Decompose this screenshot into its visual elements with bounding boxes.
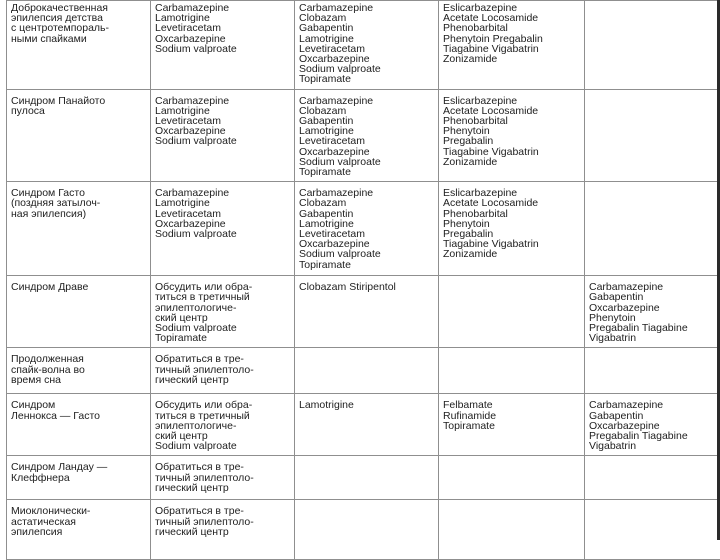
table-row [7,1,720,90]
cell-line: Синдром [11,400,146,410]
cell-line: время сна [11,375,146,385]
cell-line: Синдром Ландау — [11,462,146,472]
cell-line: Pregabalin Tiagabine [589,431,716,441]
cell-line: Levetiracetam [155,23,290,33]
cell-line: Eslicarbazepine [443,188,580,198]
cell-line: ский центр [155,313,290,323]
cell-line: Обратиться в тре- [155,462,290,472]
cell-line: Oxcarbazepine [155,34,290,44]
adjunct-cell [295,394,439,456]
cell-line: гический центр [155,375,290,385]
cell-line: Sodium valproate [299,64,434,74]
cell-line: Sodium valproate [299,157,434,167]
syndrome-cell [7,89,151,182]
cell-line: Доброкачественная [11,3,146,13]
cell-line: Phenytoin [443,126,580,136]
cell-line: Tiagabine Vigabatrin [443,147,580,157]
cell-line: Phenobarbital [443,209,580,219]
cell-line: Carbamazepine [589,282,716,292]
cell-line: Acetate Locosamide [443,13,580,23]
syndrome-cell [7,456,151,500]
syndrome-cell [7,276,151,348]
cell-line: Carbamazepine [589,400,716,410]
cell-line: Vigabatrin [589,333,716,343]
cell-line: Lamotrigine [299,126,434,136]
cell-line: Леннокса — Гасто [11,411,146,421]
cell-line: Topiramate [299,74,434,84]
cell-line: Eslicarbazepine [443,96,580,106]
cell-line: Продолженная [11,354,146,364]
other-drugs-cell [439,456,585,500]
cell-line: гический центр [155,527,290,537]
cell-line: Pregabalin [443,136,580,146]
cell-line: Levetiracetam [299,136,434,146]
first-line-cell [151,456,295,500]
cell-line: Sodium valproate [155,44,290,54]
table-row [7,456,720,500]
other-drugs-cell [439,500,585,560]
adjunct-cell [295,1,439,90]
cell-line: Levetiracetam [155,116,290,126]
other-drugs-cell [439,276,585,348]
cell-line: Oxcarbazepine [299,239,434,249]
other-drugs-cell [439,1,585,90]
cell-line: Rufinamide [443,411,580,421]
cell-line: Oxcarbazepine [155,219,290,229]
cell-line: Pregabalin [443,229,580,239]
cell-line: Lamotrigine [299,34,434,44]
cell-line: Gabapentin [299,209,434,219]
other-drugs-cell [439,348,585,394]
first-line-cell [151,348,295,394]
cell-line: Gabapentin [589,411,716,421]
cell-line: Phenytoin [589,313,716,323]
table-row [7,348,720,394]
cell-line: тичный эпилептоло- [155,365,290,375]
cell-line: Carbamazepine [155,188,290,198]
cell-line: гический центр [155,483,290,493]
cell-line: эпилепсия [11,527,146,537]
avoid-cell [585,1,720,90]
avoid-cell [585,500,720,560]
antiepileptic-drug-table [6,0,720,560]
first-line-cell [151,89,295,182]
cell-line: Обсудить или обра- [155,282,290,292]
cell-line: ными спайками [11,34,146,44]
syndrome-cell [7,1,151,90]
adjunct-cell [295,500,439,560]
cell-line: ский центр [155,431,290,441]
table-row [7,394,720,456]
cell-line: Sodium valproate [299,249,434,259]
cell-line: Sodium valproate [155,229,290,239]
cell-line: Oxcarbazepine [299,147,434,157]
avoid-cell [585,394,720,456]
adjunct-cell [295,348,439,394]
cell-line: Sodium valproate [155,323,290,333]
cell-line: Clobazam Stiripentol [299,282,434,292]
cell-line: Clobazam [299,13,434,23]
other-drugs-cell [439,89,585,182]
cell-line: (поздняя затылоч- [11,198,146,208]
avoid-cell [585,182,720,276]
cell-line: Zonizamide [443,54,580,64]
cell-line: Acetate Locosamide [443,198,580,208]
syndrome-cell [7,348,151,394]
cell-line: Lamotrigine [299,400,434,410]
table-row [7,89,720,182]
cell-line: Clobazam [299,198,434,208]
cell-line: Topiramate [299,260,434,270]
cell-line: Sodium valproate [155,136,290,146]
cell-line: титься в третичный [155,411,290,421]
cell-line: Gabapentin [299,116,434,126]
cell-line: Carbamazepine [299,96,434,106]
cell-line: Levetiracetam [155,209,290,219]
cell-line: Lamotrigine [299,219,434,229]
cell-line: пулоса [11,106,146,116]
cell-line: тичный эпилептоло- [155,473,290,483]
first-line-cell [151,500,295,560]
cell-line: Acetate Locosamide [443,106,580,116]
cell-line: Zonizamide [443,157,580,167]
cell-line: тичный эпилептоло- [155,517,290,527]
cell-line: Tiagabine Vigabatrin [443,239,580,249]
cell-line: эпилептологиче- [155,421,290,431]
cell-line: Carbamazepine [299,188,434,198]
avoid-cell [585,348,720,394]
cell-line: Phenobarbital [443,23,580,33]
cell-line: Carbamazepine [155,3,290,13]
cell-line: Обсудить или обра- [155,400,290,410]
cell-line: Zonizamide [443,249,580,259]
syndrome-cell [7,500,151,560]
adjunct-cell [295,89,439,182]
cell-line: Vigabatrin [589,441,716,451]
table-row [7,182,720,276]
cell-line: ная эпилепсия) [11,209,146,219]
cell-line: астатическая [11,517,146,527]
cell-line: Oxcarbazepine [589,421,716,431]
cell-line: эпилептологиче- [155,303,290,313]
cell-line: Миоклонически- [11,506,146,516]
cell-line: Клеффнера [11,473,146,483]
avoid-cell [585,276,720,348]
other-drugs-cell [439,394,585,456]
cell-line: Синдром Драве [11,282,146,292]
first-line-cell [151,182,295,276]
cell-line: Felbamate [443,400,580,410]
cell-line: Phenobarbital [443,116,580,126]
cell-line: Phenytoin [443,219,580,229]
cell-line: Topiramate [443,421,580,431]
avoid-cell [585,456,720,500]
cell-line: с центротемпораль- [11,23,146,33]
cell-line: Levetiracetam [299,44,434,54]
cell-line: Phenytoin Pregabalin [443,34,580,44]
cell-line: Oxcarbazepine [589,303,716,313]
cell-line: Gabapentin [299,23,434,33]
cell-line: Oxcarbazepine [299,54,434,64]
adjunct-cell [295,456,439,500]
cell-line: Lamotrigine [155,13,290,23]
cell-line: Синдром Панайото [11,96,146,106]
cell-line: Обратиться в тре- [155,354,290,364]
table-row [7,500,720,560]
first-line-cell [151,276,295,348]
avoid-cell [585,89,720,182]
other-drugs-cell [439,182,585,276]
cell-line: Sodium valproate [155,441,290,451]
cell-line: Carbamazepine [299,3,434,13]
first-line-cell [151,1,295,90]
cell-line: Oxcarbazepine [155,126,290,136]
first-line-cell [151,394,295,456]
cell-line: Topiramate [299,167,434,177]
cell-line: эпилепсия детства [11,13,146,23]
cell-line: Pregabalin Tiagabine [589,323,716,333]
table-body [7,1,720,560]
cell-line: титься в третичный [155,292,290,302]
cell-line: Clobazam [299,106,434,116]
cell-line: Topiramate [155,333,290,343]
cell-line: Обратиться в тре- [155,506,290,516]
adjunct-cell [295,182,439,276]
cell-line: Синдром Гасто [11,188,146,198]
adjunct-cell [295,276,439,348]
cell-line: Gabapentin [589,292,716,302]
cell-line: спайк-волна во [11,365,146,375]
cell-line: Carbamazepine [155,96,290,106]
cell-line: Eslicarbazepine [443,3,580,13]
syndrome-cell [7,394,151,456]
table-row [7,276,720,348]
cell-line: Tiagabine Vigabatrin [443,44,580,54]
cell-line: Lamotrigine [155,106,290,116]
syndrome-cell [7,182,151,276]
cell-line: Levetiracetam [299,229,434,239]
cell-line: Lamotrigine [155,198,290,208]
